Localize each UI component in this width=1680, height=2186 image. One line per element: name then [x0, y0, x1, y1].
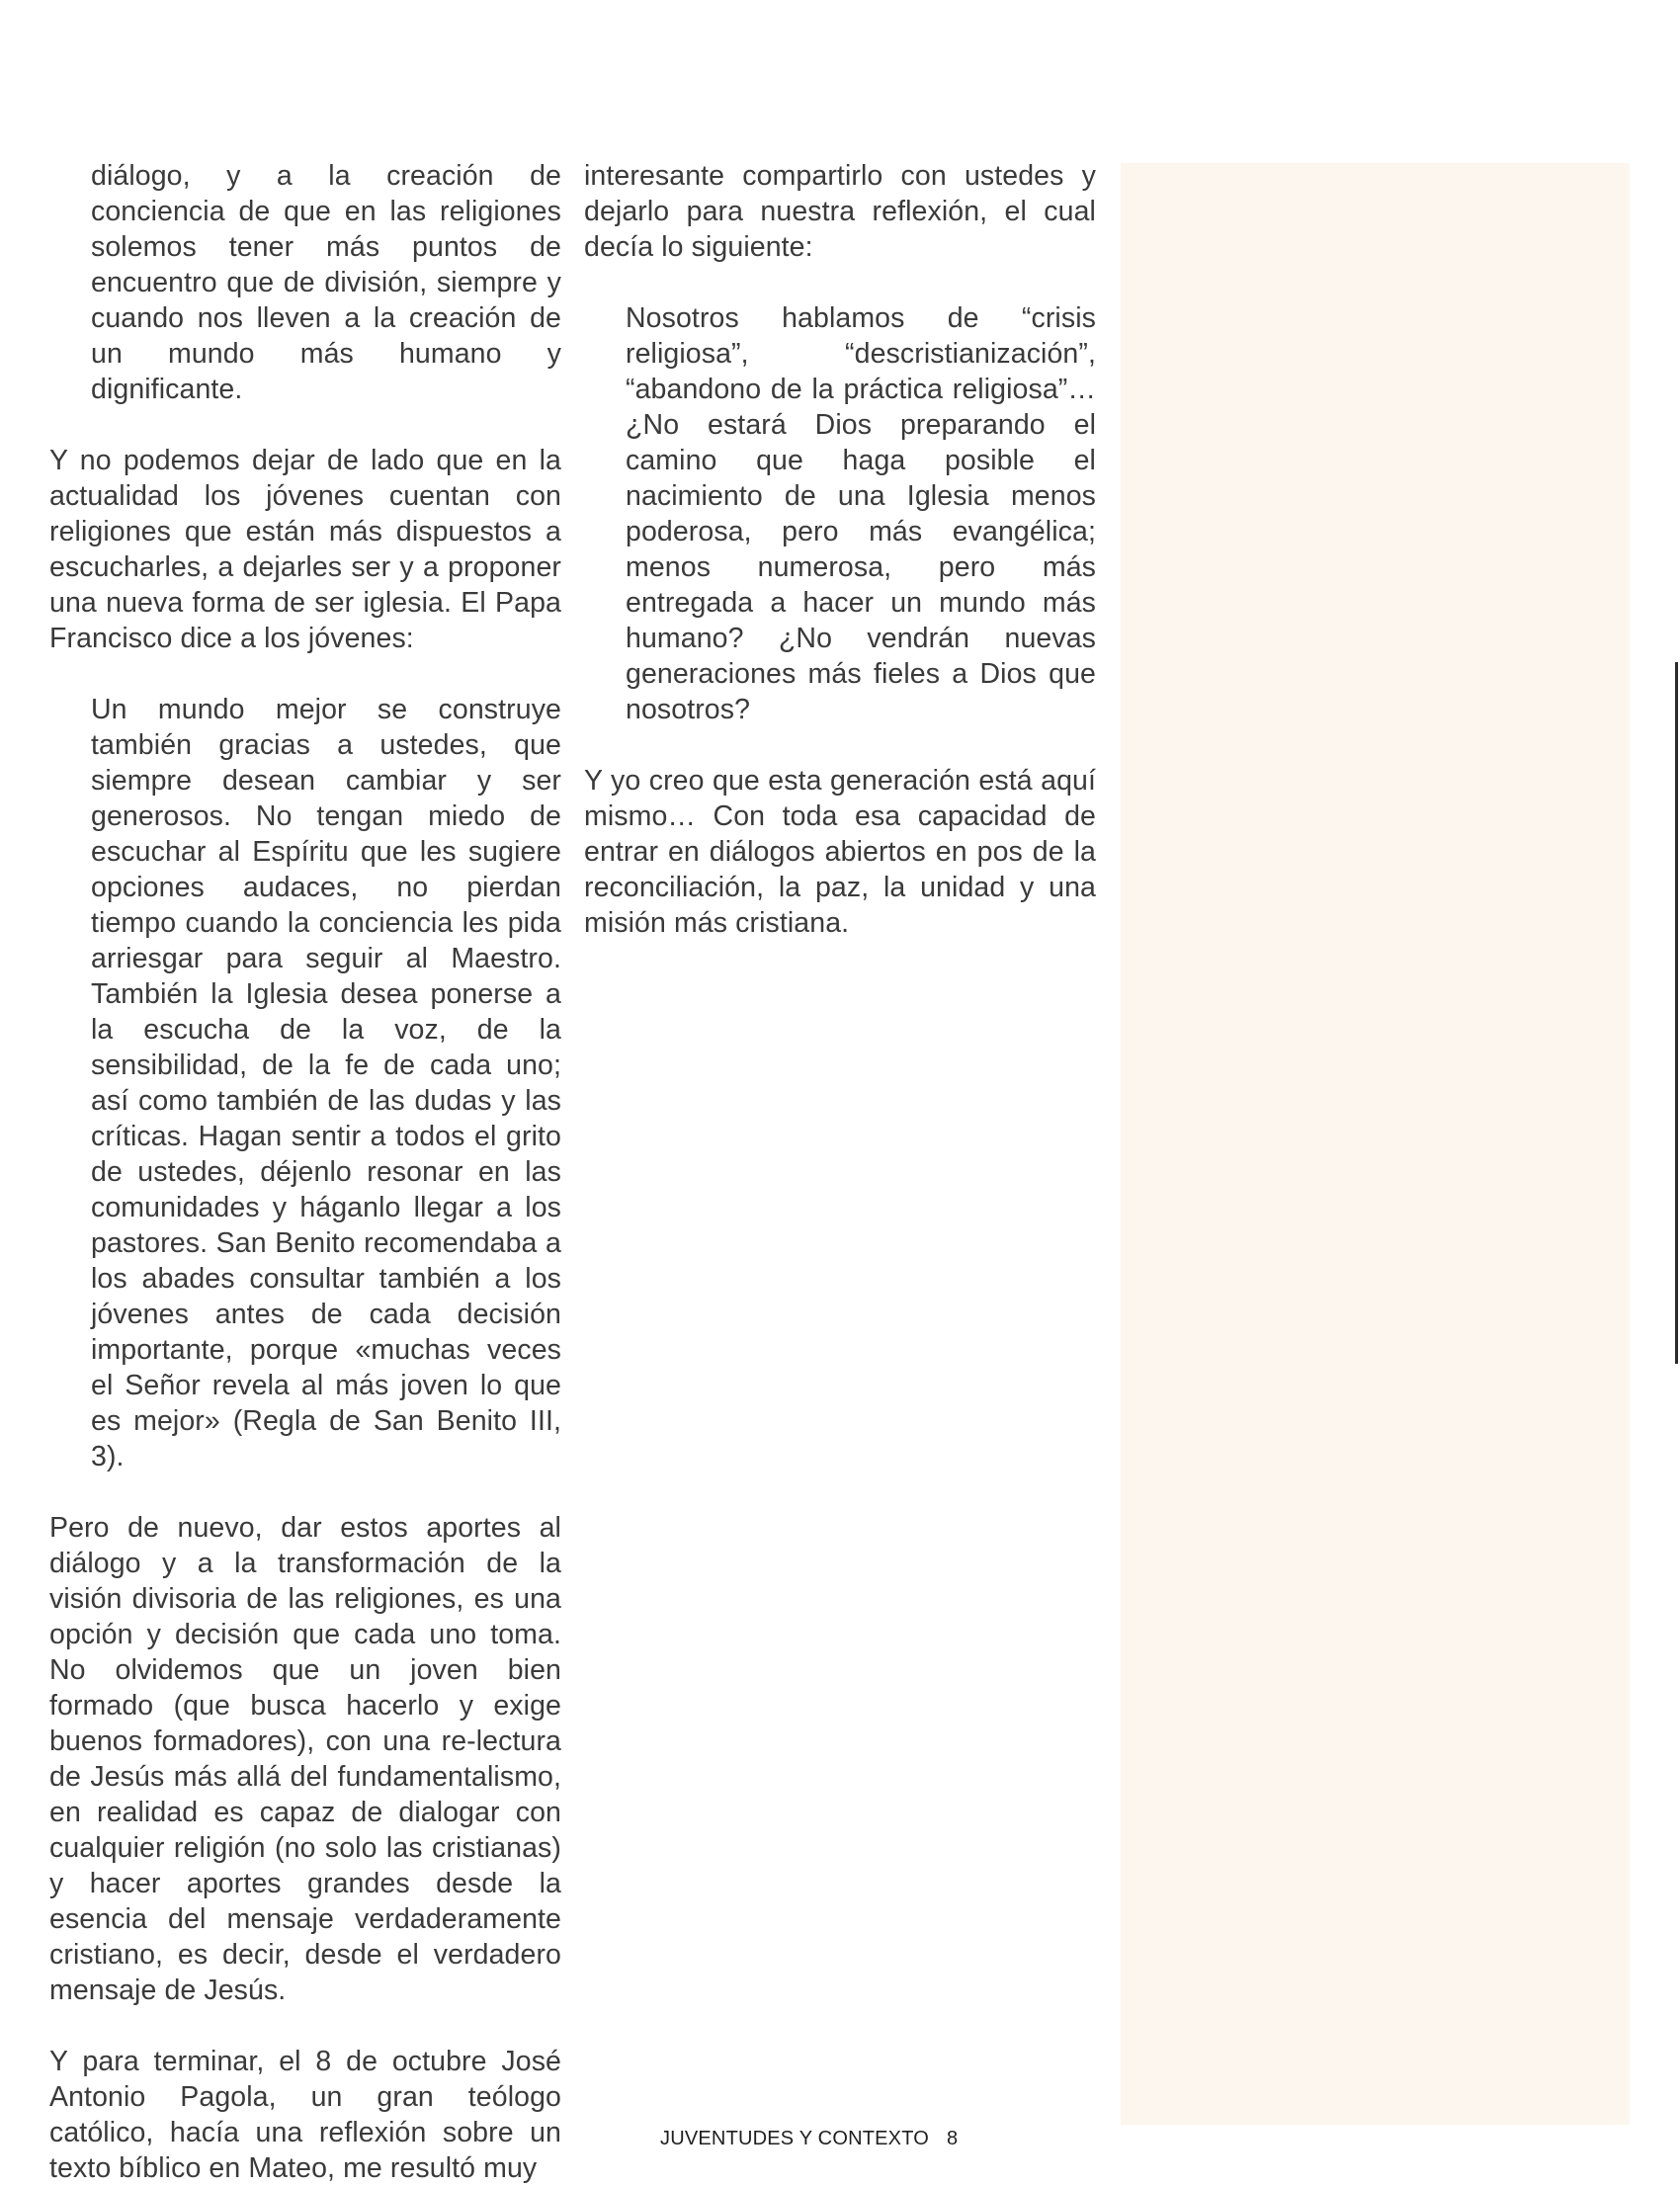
- page-footer: [660, 2127, 958, 2150]
- side-panel-background: [1121, 163, 1630, 2125]
- body-paragraph: Y no podemos dejar de lado que en la actualidad los jóvenes cuentan con religiones que están más dispuestos a escucharles, a dejarles ser y a proponer una nueva forma de ser iglesia. El Papa Francisco dice a los jóvenes:: [49, 445, 561, 654]
- page-number: 8: [947, 2128, 959, 2149]
- page-edge-line: [1675, 662, 1678, 1364]
- footer-section-title: JUVENTUDES Y CONTEXTO: [660, 2128, 930, 2149]
- body-paragraph: interesante compartirlo con ustedes y dejarlo para nuestra reflexión, el cual decía lo siguiente:: [584, 160, 1096, 263]
- right-column: [584, 158, 1096, 941]
- quote-paragraph: diálogo, y a la creación de conciencia de que en las religiones solemos tener más puntos de encuentro que de división, siempre y cuando nos lleven a la creación de un mundo más humano y dignificante.: [91, 160, 561, 405]
- body-paragraph: Pero de nuevo, dar estos aportes al diálogo y a la transformación de la visión divisoria de las religiones, es una opción y decisión que cada uno toma. No olvidemos que un joven bien formado (que busca hacerlo y exige buenos formadores), con una re-lectura de Jesús más allá del fundamentalismo, en realidad es capaz de dialogar con cualquier religión (no solo las cristianas) y hacer aportes grandes desde la esencia del mensaje verdaderamente cristiano, es decir, desde el verdadero mensaje de Jesús.: [49, 1512, 561, 2006]
- left-column: [49, 158, 561, 2186]
- body-paragraph: Y para terminar, el 8 de octubre José Antonio Pagola, un gran teólogo católico, hacía una reflexión sobre un texto bíblico en Mateo, me resultó muy: [49, 2046, 561, 2184]
- quote-paragraph: Un mundo mejor se construye también gracias a ustedes, que siempre desean cambiar y ser generosos. No tengan miedo de escuchar al Espíritu que les sugiere opciones audaces, no pierdan tiempo cuando la conciencia les pida arriesgar para seguir al Maestro. También la Iglesia desea ponerse a la escucha de la voz, de la sensibilidad, de la fe de cada uno; así como también de las dudas y las críticas. Hagan sentir a todos el grito de ustedes, déjenlo resonar en las comunidades y háganlo llegar a los pastores. San Benito recomendaba a los abades consultar también a los jóvenes antes de cada decisión importante, porque «muchas veces el Señor revela al más joven lo que es mejor» (Regla de San Benito III, 3).: [91, 694, 561, 1472]
- quote-paragraph: Nosotros hablamos de “crisis religiosa”, “descristianización”, “abandono de la práctica religiosa”… ¿No estará Dios preparando el camino que haga posible el nacimiento de una Iglesia menos poderosa, pero más evangélica; menos numerosa, pero más entregada a hacer un mundo más humano? ¿No vendrán nuevas generaciones más fieles a Dios que nosotros?: [626, 302, 1096, 725]
- body-paragraph: Y yo creo que esta generación está aquí mismo… Con toda esa capacidad de entrar en diálogos abiertos en pos de la reconciliación, la paz, la unidad y una misión más cristiana.: [584, 765, 1096, 939]
